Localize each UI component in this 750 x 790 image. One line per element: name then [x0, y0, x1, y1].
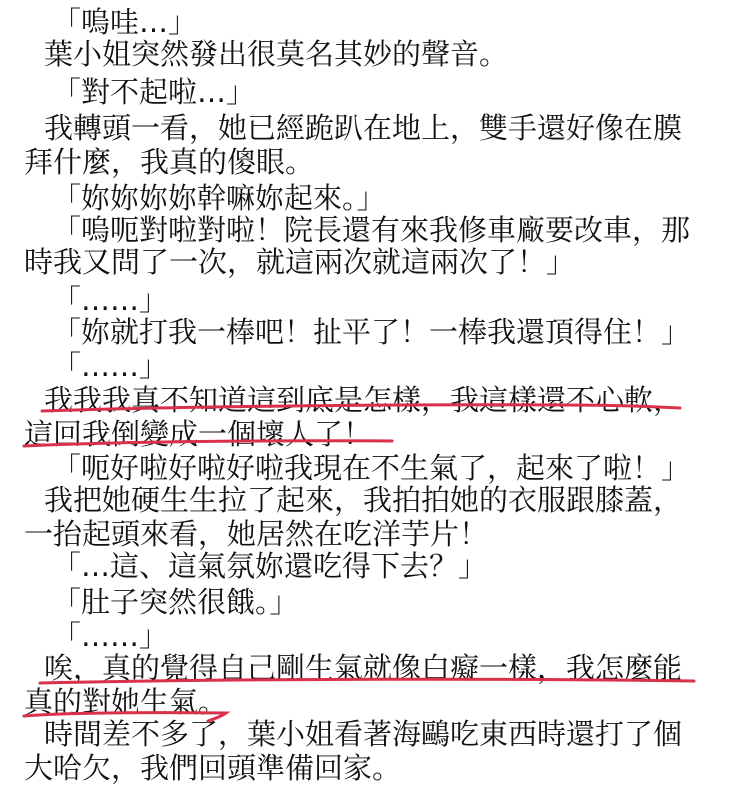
text-line-underlined: 我我我真不知道這到底是怎樣，我這樣還不心軟，: [44, 383, 683, 417]
text-line: 「嗚哇…」: [52, 5, 198, 39]
text-line: 「妳妳妳妳幹嘛妳起來。」: [52, 181, 386, 215]
text-line: 時我又問了一次，就這兩次就這兩次了！」: [24, 245, 576, 279]
text-line: 「……」: [52, 283, 169, 317]
text-line: 葉小姐突然發出很莫名其妙的聲音。: [44, 37, 509, 71]
text-line: 「嗚呃對啦對啦！院長還有來我修車廠要改車，那: [52, 213, 691, 247]
text-line: 「……」: [52, 349, 169, 383]
text-line-underlined: 唉，真的覺得自己剛生氣就像白癡一樣，我怎麼能: [44, 651, 683, 685]
text-line: 「妳就打我一棒吧！扯平了！一棒我還頂得住！」: [52, 315, 691, 349]
text-line: 「……」: [52, 619, 169, 653]
text-line: 「呃好啦好啦好啦我現在不生氣了，起來了啦！」: [52, 451, 691, 485]
text-line-underlined: 這回我倒變成一個壞人了！: [24, 417, 373, 451]
text-line-underlined: 真的對她生氣。: [24, 685, 228, 719]
text-line: 「肚子突然很餓。」: [52, 585, 299, 619]
text-line: 「對不起啦…」: [52, 75, 256, 109]
text-line: 時間差不多了，葉小姐看著海鷗吃東西時還打了個: [44, 717, 683, 751]
text-line: 大哈欠，我們回頭準備回家。: [24, 751, 402, 785]
text-line: 「…這、這氣氛妳還吃得下去？」: [52, 549, 488, 583]
text-line: 拜什麼，我真的傻眼。: [24, 145, 315, 179]
text-line: 我把她硬生生拉了起來，我拍拍她的衣服跟膝蓋，: [44, 483, 683, 517]
text-line: 一抬起頭來看，她居然在吃洋芋片！: [24, 517, 489, 551]
text-line: 我轉頭一看，她已經跪趴在地上，雙手還好像在膜: [44, 111, 683, 145]
